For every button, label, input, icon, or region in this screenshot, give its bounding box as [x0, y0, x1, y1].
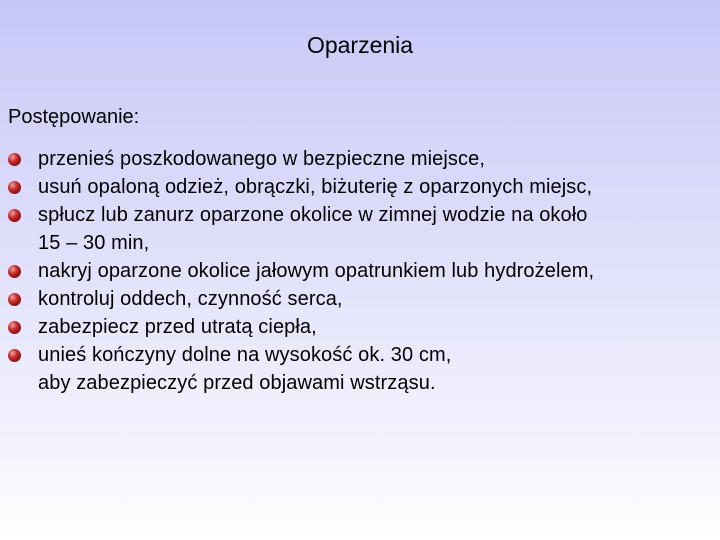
bullet-item [8, 341, 713, 397]
bullet-item [8, 257, 713, 285]
slide-subtitle: Postępowanie: [8, 106, 140, 128]
bullet-text-continuation: aby zabezpieczyć przed objawami wstrząsu. [38, 372, 436, 394]
bullet-item [8, 313, 713, 341]
bullet-icon [8, 265, 21, 278]
bullet-icon [8, 181, 21, 194]
bullet-icon [8, 209, 21, 222]
bullet-text: usuń opaloną odzież, obrączki, biżuterię z oparzonych miejsc, [38, 176, 593, 198]
bullet-item [8, 173, 713, 201]
bullet-item [8, 201, 713, 257]
bullet-item [8, 285, 713, 313]
bullet-text: spłucz lub zanurz oparzone okolice w zimnej wodzie na około [38, 204, 588, 226]
slide-title: Oparzenia [306, 32, 414, 58]
bullet-icon [8, 349, 21, 362]
bullet-text: przenieś poszkodowanego w bezpieczne miejsce, [38, 148, 485, 170]
bullet-text: unieś kończyny dolne na wysokość ok. 30 cm, [38, 344, 452, 366]
bullet-item [8, 145, 713, 173]
bullet-icon [8, 153, 21, 166]
bullet-text: kontroluj oddech, czynność serca, [38, 288, 343, 310]
bullet-text: zabezpiecz przed utratą ciepła, [38, 316, 317, 338]
bullet-text: nakryj oparzone okolice jałowym opatrunkiem lub hydrożelem, [38, 260, 595, 282]
bullet-icon [8, 321, 21, 334]
bullet-icon [8, 293, 21, 306]
bullet-list [8, 145, 713, 397]
bullet-text-continuation: 15 – 30 min, [38, 232, 150, 254]
